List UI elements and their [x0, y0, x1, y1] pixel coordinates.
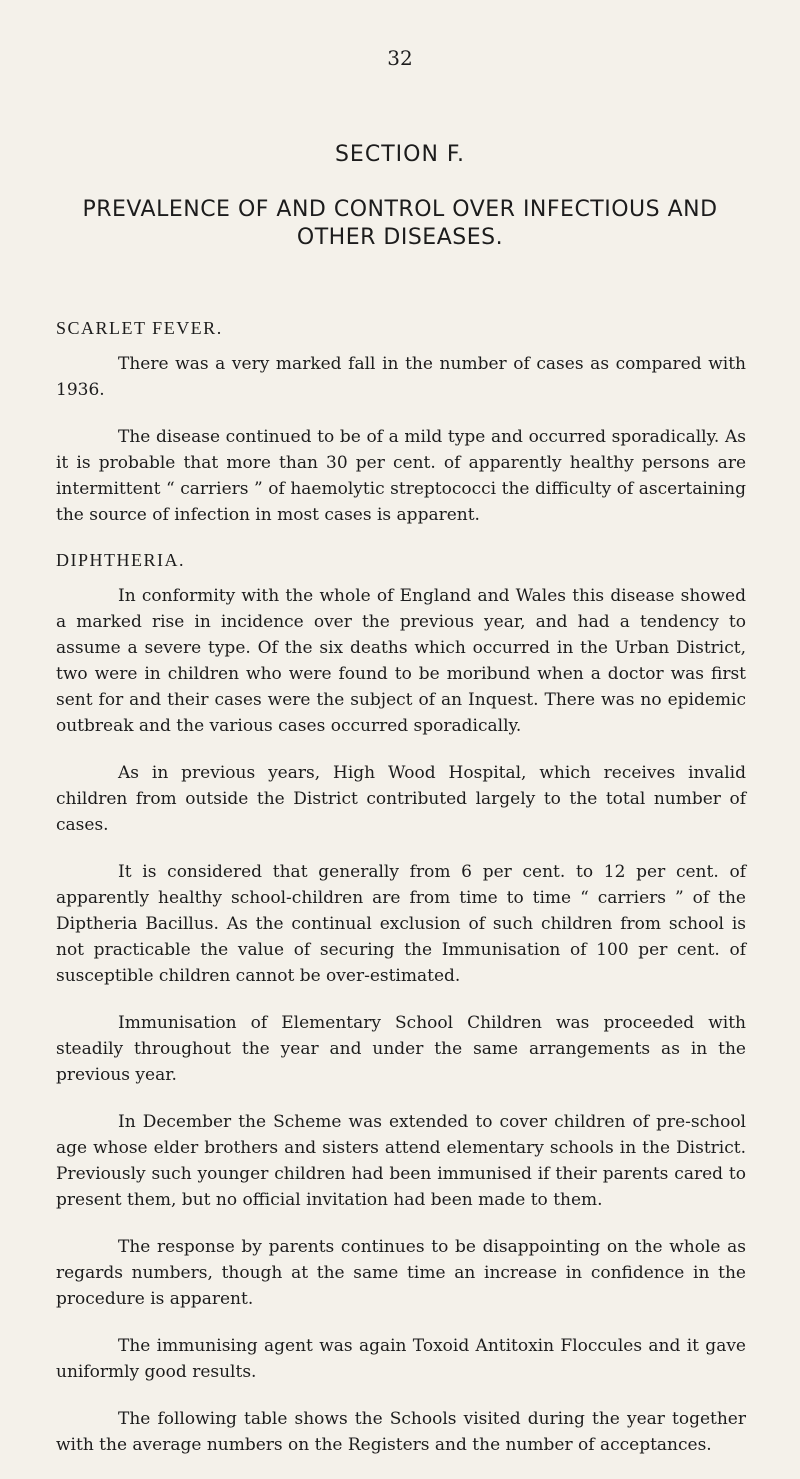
page-number: 32: [387, 46, 413, 70]
scarlet-fever-paragraph: The disease continued to be of a mild type and occurred sporadically. As it is probable that more than 30 per cent. of apparently healthy persons are intermittent “ carriers ” of haemolytic streptococci the difficulty of ascertaining the source of infection in most cases is apparent.: [56, 427, 746, 525]
diphtheria-paragraph: As in previous years, High Wood Hospital, which receives invalid children from outside the District contributed largely to the total number of cases.: [56, 763, 746, 835]
diphtheria-paragraph: In conformity with the whole of England and Wales this disease showed a marked rise in incidence over the previous year, and had a tendency to assume a severe type. Of the six deaths which occurred in the Urban District, two were in children who were found to be moribund when a doctor was first sent for and their cases were the subject of an Inquest. There was no epidemic outbreak and the various cases occurred sporadically.: [56, 586, 746, 736]
scarlet-fever-paragraph: There was a very marked fall in the number of cases as compared with 1936.: [56, 354, 746, 400]
section-title: SECTION F.: [334, 142, 466, 167]
diphtheria-paragraph: Immunisation of Elementary School Children was proceeded with steadily throughout the year and under the same arrangements as in the previous year.: [56, 1013, 746, 1085]
diphtheria-paragraph: The response by parents continues to be disappointing on the whole as regards numbers, though at the same time an increase in confidence in the procedure is apparent.: [56, 1237, 746, 1309]
diphtheria-paragraph: In December the Scheme was extended to cover children of pre-school age whose elder brothers and sisters attend elementary schools in the District. Previously such younger children had been immunised if their parents cared to present them, but no official invitation had been made to them.: [56, 1112, 746, 1210]
diphtheria-paragraph: It is considered that generally from 6 per cent. to 12 per cent. of apparently healthy school-children are from time to time “ carriers ” of the Diptheria Bacillus. As the continual exclusion of such children from school is not practicable the value of securing the Immunisation of 100 per cent. of susceptible children cannot be over-estimated.: [56, 862, 746, 986]
diphtheria-heading: DIPHTHERIA.: [56, 550, 185, 570]
main-title: PREVALENCE OF AND CONTROL OVER INFECTIOUS AND OTHER DISEASES.: [82, 197, 718, 250]
scarlet-fever-heading: SCARLET FEVER.: [56, 318, 223, 338]
document-body: [56, 318, 746, 1479]
diphtheria-paragraph: The immunising agent was again Toxoid Antitoxin Floccules and it gave uniformly good results.: [56, 1336, 746, 1382]
diphtheria-paragraph: The following table shows the Schools visited during the year together with the average numbers on the Registers and the number of acceptances.: [56, 1409, 746, 1455]
